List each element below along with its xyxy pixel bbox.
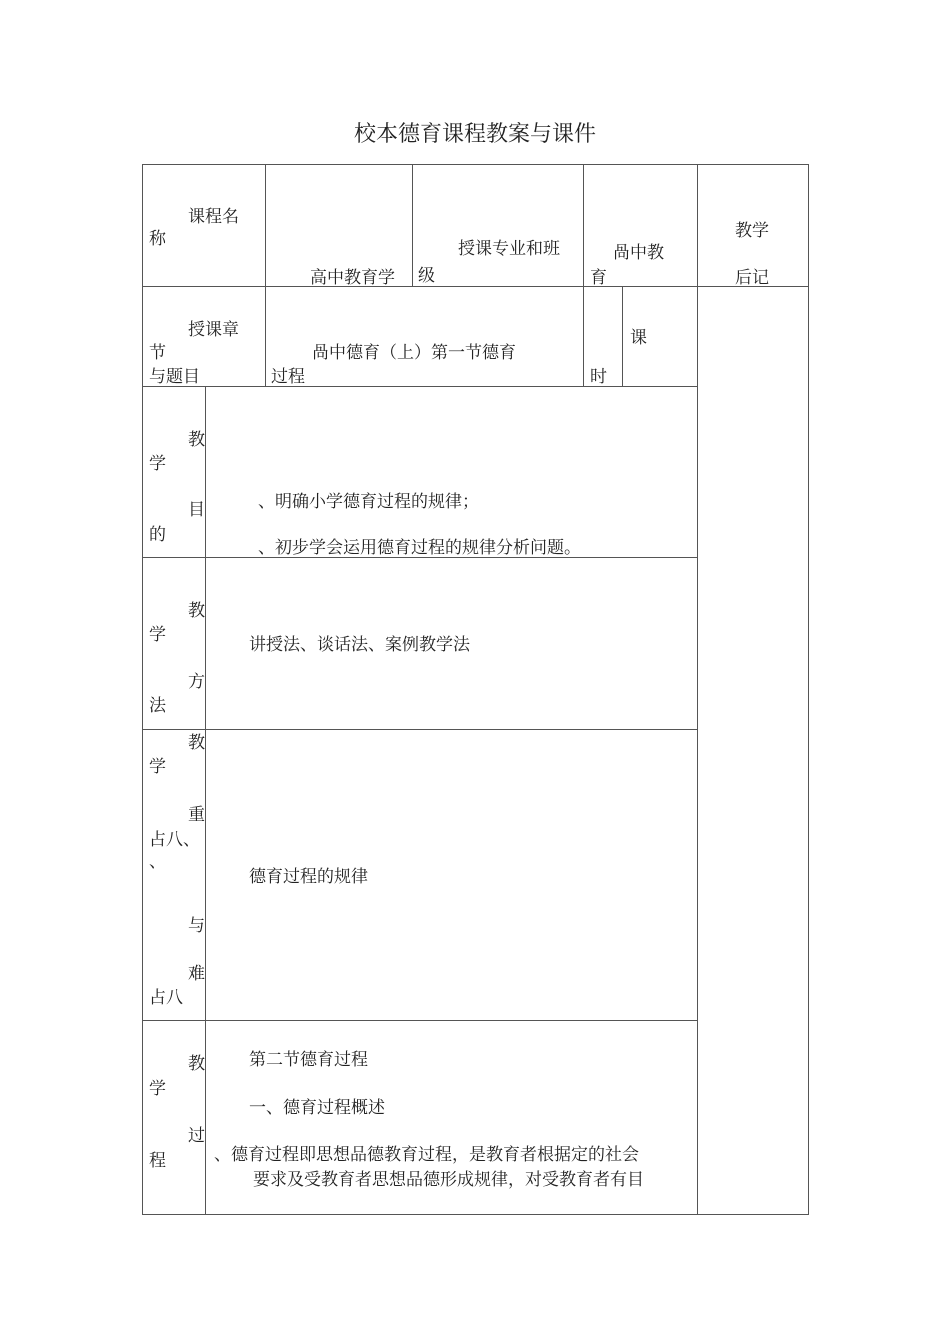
- hours-label-ke: 课: [630, 328, 647, 348]
- key-points-value: 德育过程的规律: [249, 867, 368, 887]
- table-border-right: [808, 164, 809, 1215]
- col-divider: [205, 386, 206, 1215]
- row-divider: [142, 1020, 698, 1021]
- document-title: 校本德育课程教案与课件: [353, 122, 596, 147]
- row-divider: [142, 286, 809, 287]
- row-divider: [142, 729, 698, 730]
- process-paragraph-line: 、德育过程即思想品德教育过程，是教育者根据定的社会: [214, 1145, 639, 1165]
- col-divider: [265, 164, 266, 387]
- col-divider: [697, 164, 698, 1215]
- process-subheading: 一、德育过程概述: [249, 1098, 385, 1118]
- teaching-goal-item: 、明确小学德育过程的规律；: [258, 492, 479, 512]
- col-divider: [412, 164, 413, 287]
- course-name-value: 高中教育学: [310, 268, 395, 288]
- table-border-top: [142, 164, 809, 165]
- col-divider: [622, 286, 623, 387]
- process-paragraph-line: 要求及受教育者思想品德形成规律，对受教育者有目: [253, 1170, 644, 1190]
- table-border-bottom: [142, 1214, 809, 1215]
- teaching-goal-item: 、初步学会运用德育过程的规律分析问题。: [258, 538, 581, 558]
- table-border-left: [142, 164, 143, 1215]
- row-divider: [142, 386, 698, 387]
- hours-label-shi: 时: [590, 367, 607, 387]
- process-section-heading: 第二节德育过程: [249, 1050, 368, 1070]
- col-divider: [583, 164, 584, 387]
- teaching-method-value: 讲授法、谈话法、案例教学法: [249, 635, 470, 655]
